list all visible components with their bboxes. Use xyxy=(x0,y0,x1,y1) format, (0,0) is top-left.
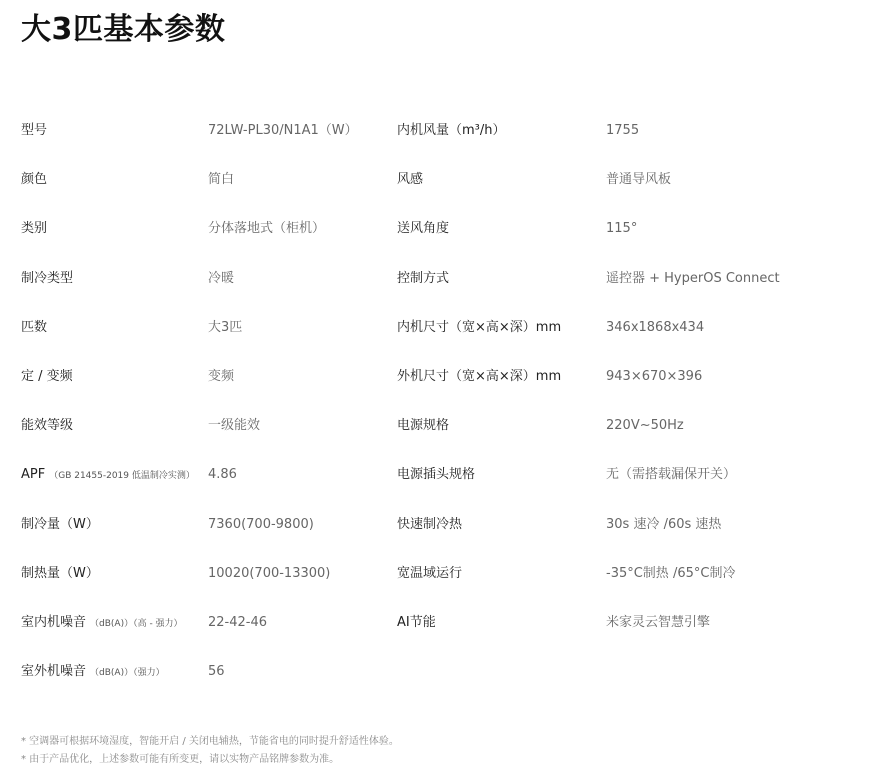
spec-value: 简白 xyxy=(208,172,235,188)
spec-value-2: 115° xyxy=(606,221,638,237)
page-title: 大3匹基本参数 xyxy=(21,12,226,47)
spec-label-2: 控制方式 xyxy=(397,270,450,286)
spec-value: 一级能效 xyxy=(208,418,261,434)
spec-value-2: 30s 速冷 /60s 速热 xyxy=(606,516,722,532)
spec-value-2: 遥控器 + HyperOS Connect xyxy=(606,270,780,286)
spec-label: 定 / 变频 xyxy=(21,368,73,384)
spec-label-2: 内机尺寸（宽×高×深）mm xyxy=(397,319,562,335)
spec-value-2: 943×670×396 xyxy=(606,368,703,384)
spec-row xyxy=(0,354,885,403)
spec-label: 室内机噪音 （dB(A)）（高 - 强力） xyxy=(21,614,183,630)
spec-label-2: 宽温域运行 xyxy=(397,565,463,581)
spec-value-2: 220V~50Hz xyxy=(606,418,684,434)
spec-label-2: AI节能 xyxy=(397,614,436,630)
spec-row xyxy=(0,157,885,206)
spec-label-2: 风感 xyxy=(397,172,424,188)
spec-value: 22-42-46 xyxy=(208,614,268,630)
spec-label: 能效等级 xyxy=(21,418,74,434)
spec-value-2: 无（需搭载漏保开关） xyxy=(606,467,737,483)
spec-label-2: 电源插头规格 xyxy=(397,467,476,483)
spec-value: 7360(700-9800) xyxy=(208,516,314,532)
spec-value: 分体落地式（柜机） xyxy=(208,221,326,237)
spec-value-2: 346x1868x434 xyxy=(606,319,705,335)
spec-label: 制热量（W） xyxy=(21,565,99,581)
spec-value: 冷暖 xyxy=(208,270,235,286)
spec-row xyxy=(0,600,885,649)
spec-label-2: 电源规格 xyxy=(397,418,450,434)
spec-row xyxy=(0,305,885,354)
spec-label-2: 快速制冷热 xyxy=(397,516,463,532)
spec-label: 类别 xyxy=(21,221,48,237)
spec-value: 72LW-PL30/N1A1（W） xyxy=(208,123,358,138)
spec-value: 4.86 xyxy=(208,467,237,483)
spec-value-2: 米家灵云智慧引擎 xyxy=(606,614,711,630)
spec-row xyxy=(0,108,885,157)
spec-label: APF （GB 21455-2019 低温制冷实测） xyxy=(21,467,195,483)
spec-label: 制冷量（W） xyxy=(21,516,99,532)
spec-value: 大3匹 xyxy=(208,319,243,335)
spec-value-2: 1755 xyxy=(606,123,640,138)
spec-label: 颜色 xyxy=(21,172,48,188)
spec-label-2: 送风角度 xyxy=(397,221,450,237)
spec-row xyxy=(0,502,885,551)
spec-row xyxy=(0,551,885,600)
spec-row xyxy=(0,206,885,255)
spec-value-2: 普通导风板 xyxy=(606,172,672,188)
footnote: * 由于产品优化，上述参数可能有所变更，请以实物产品铭牌参数为准。 xyxy=(21,754,340,765)
spec-label-2: 外机尺寸（宽×高×深）mm xyxy=(397,368,562,384)
spec-value: 变频 xyxy=(208,368,235,384)
footnotes xyxy=(21,733,399,769)
spec-row xyxy=(0,452,885,501)
spec-label: 匹数 xyxy=(21,319,48,335)
spec-row xyxy=(0,256,885,305)
spec-label: 型号 xyxy=(21,123,48,138)
spec-value: 56 xyxy=(208,664,225,680)
spec-row xyxy=(0,649,885,698)
spec-row xyxy=(0,403,885,452)
spec-value-2: -35°C制热 /65°C制冷 xyxy=(606,565,736,581)
spec-label: 制冷类型 xyxy=(21,270,74,286)
spec-table xyxy=(0,108,885,698)
footnote: * 空调器可根据环境湿度，智能开启 / 关闭电辅热，节能省电的同时提升舒适性体验。 xyxy=(21,736,399,747)
spec-value: 10020(700-13300) xyxy=(208,565,331,581)
spec-label-2: 内机风量（m³/h） xyxy=(397,123,506,138)
spec-label: 室外机噪音 （dB(A)）（强力） xyxy=(21,664,165,680)
